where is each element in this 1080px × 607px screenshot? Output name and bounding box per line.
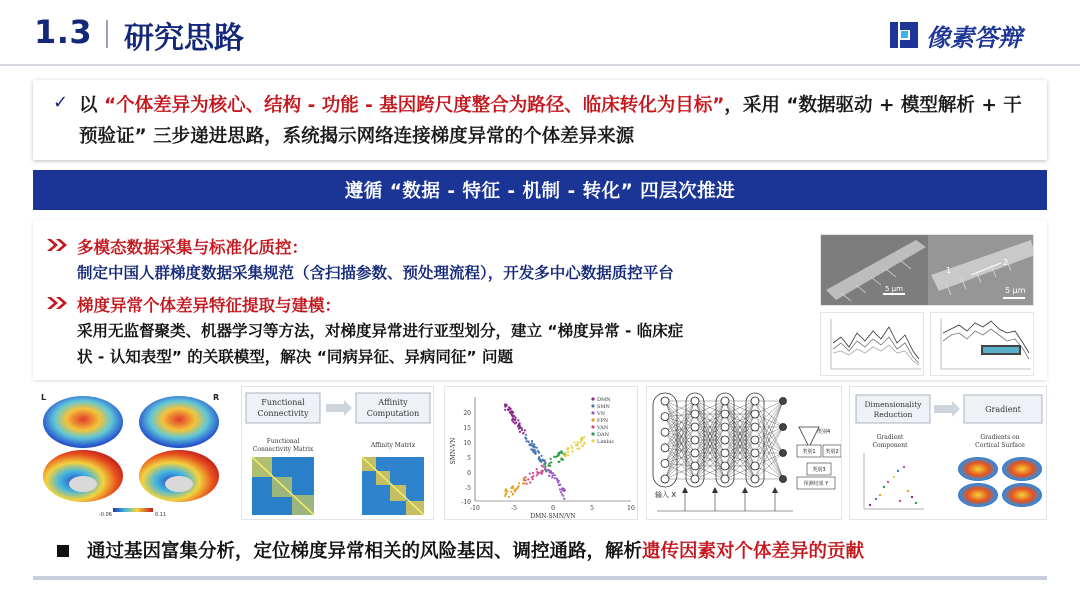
scatter-point <box>518 482 520 484</box>
nn-node <box>751 449 759 457</box>
scatter-point <box>576 445 578 447</box>
scatter-point <box>570 445 572 447</box>
svg-text:Limbic: Limbic <box>597 439 615 445</box>
scatter-point <box>532 475 534 477</box>
scatter-point <box>529 444 531 446</box>
section-number: 1.3 <box>34 13 93 51</box>
scatter-point <box>542 470 544 472</box>
scatter-point <box>550 458 552 460</box>
nn-node <box>691 462 699 470</box>
scatter-point <box>511 412 513 414</box>
nn-node <box>751 423 759 431</box>
scatter-point <box>581 445 583 447</box>
scatter-point <box>552 472 554 474</box>
nn-node <box>661 413 669 421</box>
svg-text:-5: -5 <box>465 485 471 492</box>
nn-node <box>661 459 669 467</box>
svg-text:10: 10 <box>463 440 471 447</box>
svg-text:Dimensionality: Dimensionality <box>864 400 922 409</box>
scatter-point <box>544 459 546 461</box>
scatter-point <box>557 481 559 483</box>
scatter-point <box>527 478 529 480</box>
scatter-point <box>518 424 520 426</box>
nn-node <box>780 450 787 457</box>
scatter-point <box>512 418 514 420</box>
gradient-surface-figure <box>849 386 1047 520</box>
scatter-point <box>532 449 534 451</box>
scatter-point <box>505 488 507 490</box>
banner-text: 遵循 “数据 - 特征 - 机制 - 转化” 四层次推进 <box>344 181 736 202</box>
scatter-point <box>504 405 506 407</box>
svg-text:5: 5 <box>467 455 471 462</box>
svg-text:Connectivity: Connectivity <box>257 409 309 418</box>
scatter-point <box>533 443 535 445</box>
svg-text:0: 0 <box>467 470 471 477</box>
scatter-point <box>512 486 514 488</box>
scatter-point <box>518 485 520 487</box>
square-bullet-icon <box>57 545 69 557</box>
scatter-point <box>581 438 583 440</box>
gradient-scatter-figure <box>444 386 638 520</box>
scatter-point <box>584 442 586 444</box>
check-icon: ✓ <box>53 92 69 113</box>
nn-input-label: 输入 X <box>655 491 677 499</box>
svg-text:20: 20 <box>463 410 471 417</box>
scatter-point <box>559 452 561 454</box>
scatter-point <box>560 491 562 493</box>
scatter-point <box>550 470 552 472</box>
svg-text:Connectivity Matrix: Connectivity Matrix <box>252 446 314 453</box>
svg-text:类别2: 类别2 <box>825 449 839 455</box>
double-chevron-icon <box>47 295 73 311</box>
item1-body: 制定中国人群梯度数据采集规范（含扫描参数、预处理流程），开发多中心数据质控平台 <box>77 264 674 282</box>
nn-node <box>751 397 759 405</box>
scatter-point <box>573 441 575 443</box>
connectivity-figure <box>241 386 434 520</box>
scatter-point <box>519 431 521 433</box>
nn-node <box>721 397 729 405</box>
svg-text:DAN: DAN <box>597 432 609 438</box>
scatter-point <box>532 478 534 480</box>
logo-text: 像素答辩 <box>926 23 1022 52</box>
bottom-rule <box>33 576 1047 580</box>
scatter-point <box>541 455 543 457</box>
line-chart-thumbnail-1 <box>820 312 924 376</box>
scatter-point <box>561 457 563 459</box>
svg-text:Affinity: Affinity <box>378 398 408 407</box>
scatter-point <box>536 468 538 470</box>
svg-text:类别3: 类别3 <box>812 467 826 473</box>
svg-text:15: 15 <box>463 425 471 432</box>
scatter-point <box>547 464 549 466</box>
nn-node <box>780 398 787 405</box>
svg-text:-10: -10 <box>470 505 480 512</box>
nn-node <box>691 410 699 418</box>
cbar-max: 0.11 <box>155 512 167 518</box>
scatter-point <box>577 441 579 443</box>
scatter-point <box>558 461 560 463</box>
scatter-point <box>553 456 555 458</box>
nn-node <box>751 410 759 418</box>
scatter-point <box>515 416 517 418</box>
scatter-point <box>510 491 512 493</box>
scatter-point <box>545 470 547 472</box>
cbar-min: -0.06 <box>99 512 112 518</box>
header-rule <box>0 64 1080 66</box>
scatter-point <box>505 492 507 494</box>
item2-body-line2: 状 - 认知表型” 的关联模型，解决 “同病异征、异病同征” 问题 <box>77 348 513 366</box>
svg-text:Cortical Surface: Cortical Surface <box>975 442 1025 449</box>
bottom-highlight: 遗传因素对个体差异的贡献 <box>642 541 865 562</box>
svg-text:Gradient: Gradient <box>985 405 1021 414</box>
nn-node <box>661 475 669 483</box>
svg-text:Affinity Matrix: Affinity Matrix <box>370 442 416 449</box>
scatter-point <box>560 450 562 452</box>
svg-text:Functional: Functional <box>261 398 305 407</box>
svg-text:类别4: 类别4 <box>817 429 831 435</box>
scatter-point <box>559 484 561 486</box>
svg-text:Component: Component <box>872 442 908 449</box>
scatter-point <box>571 447 573 449</box>
title-divider <box>106 20 108 48</box>
scatter-point <box>536 471 538 473</box>
scatter-point <box>544 468 546 470</box>
scatter-point <box>508 496 510 498</box>
neural-network-figure <box>646 386 842 520</box>
scatter-point <box>524 476 526 478</box>
nn-node <box>721 436 729 444</box>
scatter-point <box>576 448 578 450</box>
brand-logo <box>890 18 1022 52</box>
item2-body-line1: 采用无监督聚类、机器学习等方法，对梯度异常进行亚型划分，建立 “梯度异常 - 临床症 <box>77 322 684 340</box>
scatter-point <box>562 487 564 489</box>
scatter-point <box>548 462 550 464</box>
micrograph-scale2: 5 μm <box>1005 286 1026 295</box>
svg-text:预测结果 Y: 预测结果 Y <box>803 481 829 487</box>
nn-node <box>691 397 699 405</box>
intro-box <box>33 80 1047 160</box>
scatter-point <box>507 409 509 411</box>
svg-text:类别1: 类别1 <box>802 449 816 455</box>
section-title: 研究思路 <box>124 21 244 56</box>
scatter-point <box>538 458 540 460</box>
scatter-point <box>567 451 569 453</box>
scatter-point <box>567 447 569 449</box>
svg-text:Computation: Computation <box>366 409 420 418</box>
scatter-point <box>522 483 524 485</box>
scatter-point <box>564 452 566 454</box>
scatter-point <box>508 406 510 408</box>
scatter-xlabel: DMN-SMN/VN <box>530 513 576 520</box>
scatter-point <box>517 419 519 421</box>
svg-text:SMN: SMN <box>597 404 610 410</box>
bottom-part1: 通过基因富集分析，定位梯度异常相关的风险基因、调控通路，解析 <box>87 541 643 562</box>
nn-node <box>661 428 669 436</box>
scatter-point <box>526 483 528 485</box>
scatter-point <box>509 411 511 413</box>
scatter-point <box>532 472 534 474</box>
scatter-ylabel: SMN-VN <box>450 437 457 465</box>
nn-node <box>691 423 699 431</box>
nn-node <box>780 476 787 483</box>
scatter-point <box>542 466 544 468</box>
scatter-point <box>556 455 558 457</box>
item1-heading: 多模态数据采集与标准化质控： <box>77 238 308 257</box>
scatter-point <box>528 441 530 443</box>
scatter-point <box>504 495 506 497</box>
svg-text:VAN: VAN <box>597 425 609 431</box>
scatter-point <box>554 477 556 479</box>
scatter-point <box>515 488 517 490</box>
scatter-point <box>556 479 558 481</box>
slide-header <box>0 0 1080 66</box>
scatter-point <box>531 440 533 442</box>
line-chart-thumbnail-2 <box>930 312 1034 376</box>
nn-node <box>721 462 729 470</box>
scatter-point <box>583 436 585 438</box>
nn-node <box>691 475 699 483</box>
section-banner <box>33 170 1047 210</box>
scatter-point <box>512 493 514 495</box>
scatter-point <box>563 498 565 500</box>
scatter-point <box>572 450 574 452</box>
scatter-point <box>519 426 521 428</box>
svg-text:-5: -5 <box>511 505 517 512</box>
svg-text:Gradient: Gradient <box>876 434 904 441</box>
scatter-point <box>525 434 527 436</box>
nn-node <box>721 475 729 483</box>
svg-text:FPN: FPN <box>597 418 609 424</box>
nn-node <box>751 436 759 444</box>
bottom-text <box>87 537 864 563</box>
intro-highlight: “个体差异为核心、结构 - 功能 - 基因跨尺度整合为路径、临床转化为目标” <box>103 95 725 116</box>
scatter-point <box>567 454 569 456</box>
nn-node <box>661 444 669 452</box>
scatter-point <box>541 459 543 461</box>
svg-text:Functional: Functional <box>266 438 300 445</box>
scatter-point <box>524 479 526 481</box>
scatter-point <box>559 488 561 490</box>
scatter-point <box>541 473 543 475</box>
content-panel <box>33 220 1047 380</box>
scatter-point <box>535 453 537 455</box>
bottom-conclusion <box>33 528 1047 578</box>
brain-right-label: R <box>213 393 220 402</box>
svg-text:Reduction: Reduction <box>873 410 913 419</box>
svg-text:VN: VN <box>597 411 605 417</box>
scatter-point <box>529 481 531 483</box>
micrograph-image <box>820 234 1034 306</box>
scatter-point <box>551 476 553 478</box>
brain-left-label: L <box>41 393 47 402</box>
scatter-point <box>554 474 556 476</box>
nn-node <box>691 449 699 457</box>
intro-text <box>79 90 1039 152</box>
scatter-point <box>525 438 527 440</box>
nn-node <box>691 436 699 444</box>
svg-text:0: 0 <box>551 505 555 512</box>
scatter-point <box>504 409 506 411</box>
scatter-point <box>521 429 523 431</box>
nn-node <box>661 397 669 405</box>
micrograph-scale1: 5 μm <box>885 285 903 293</box>
scatter-point <box>524 429 526 431</box>
scatter-point <box>544 465 546 467</box>
scatter-point <box>529 473 531 475</box>
scatter-point <box>578 447 580 449</box>
scatter-point <box>548 475 550 477</box>
item2-heading: 梯度异常个体差异特征提取与建模： <box>77 296 341 315</box>
nn-node <box>721 423 729 431</box>
scatter-point <box>537 450 539 452</box>
brain-surface-figure <box>33 386 229 520</box>
svg-text:Gradients on: Gradients on <box>980 434 1020 441</box>
svg-text:DMN: DMN <box>597 397 611 403</box>
micrograph-label-2: 2 <box>1003 258 1009 267</box>
svg-text:5: 5 <box>590 505 594 512</box>
scatter-point <box>544 463 546 465</box>
scatter-point <box>522 432 524 434</box>
double-chevron-icon <box>47 237 73 253</box>
scatter-point <box>538 452 540 454</box>
scatter-point <box>562 495 564 497</box>
nn-node <box>780 424 787 431</box>
scatter-point <box>532 451 534 453</box>
intro-part2: ，采用 “数据驱动 + 模型解析 + 干预验证” 三步递进思路，系统揭示网络连接梯度异常的个体差异来源 <box>79 95 1022 147</box>
nn-node <box>721 410 729 418</box>
scatter-point <box>536 474 538 476</box>
scatter-point <box>514 422 516 424</box>
scatter-point <box>535 451 537 453</box>
nn-node <box>751 475 759 483</box>
svg-text:10: 10 <box>627 505 635 512</box>
nn-node <box>751 462 759 470</box>
intro-part1: 以 <box>79 95 98 116</box>
scatter-point <box>511 414 513 416</box>
scatter-point <box>514 490 516 492</box>
scatter-point <box>550 461 552 463</box>
scatter-point <box>536 447 538 449</box>
svg-text:-10: -10 <box>461 499 471 506</box>
scatter-point <box>565 454 567 456</box>
logo-mark-icon <box>890 20 920 50</box>
nn-node <box>721 449 729 457</box>
micrograph-label-1: 1 <box>946 266 952 275</box>
scatter-point <box>514 419 516 421</box>
